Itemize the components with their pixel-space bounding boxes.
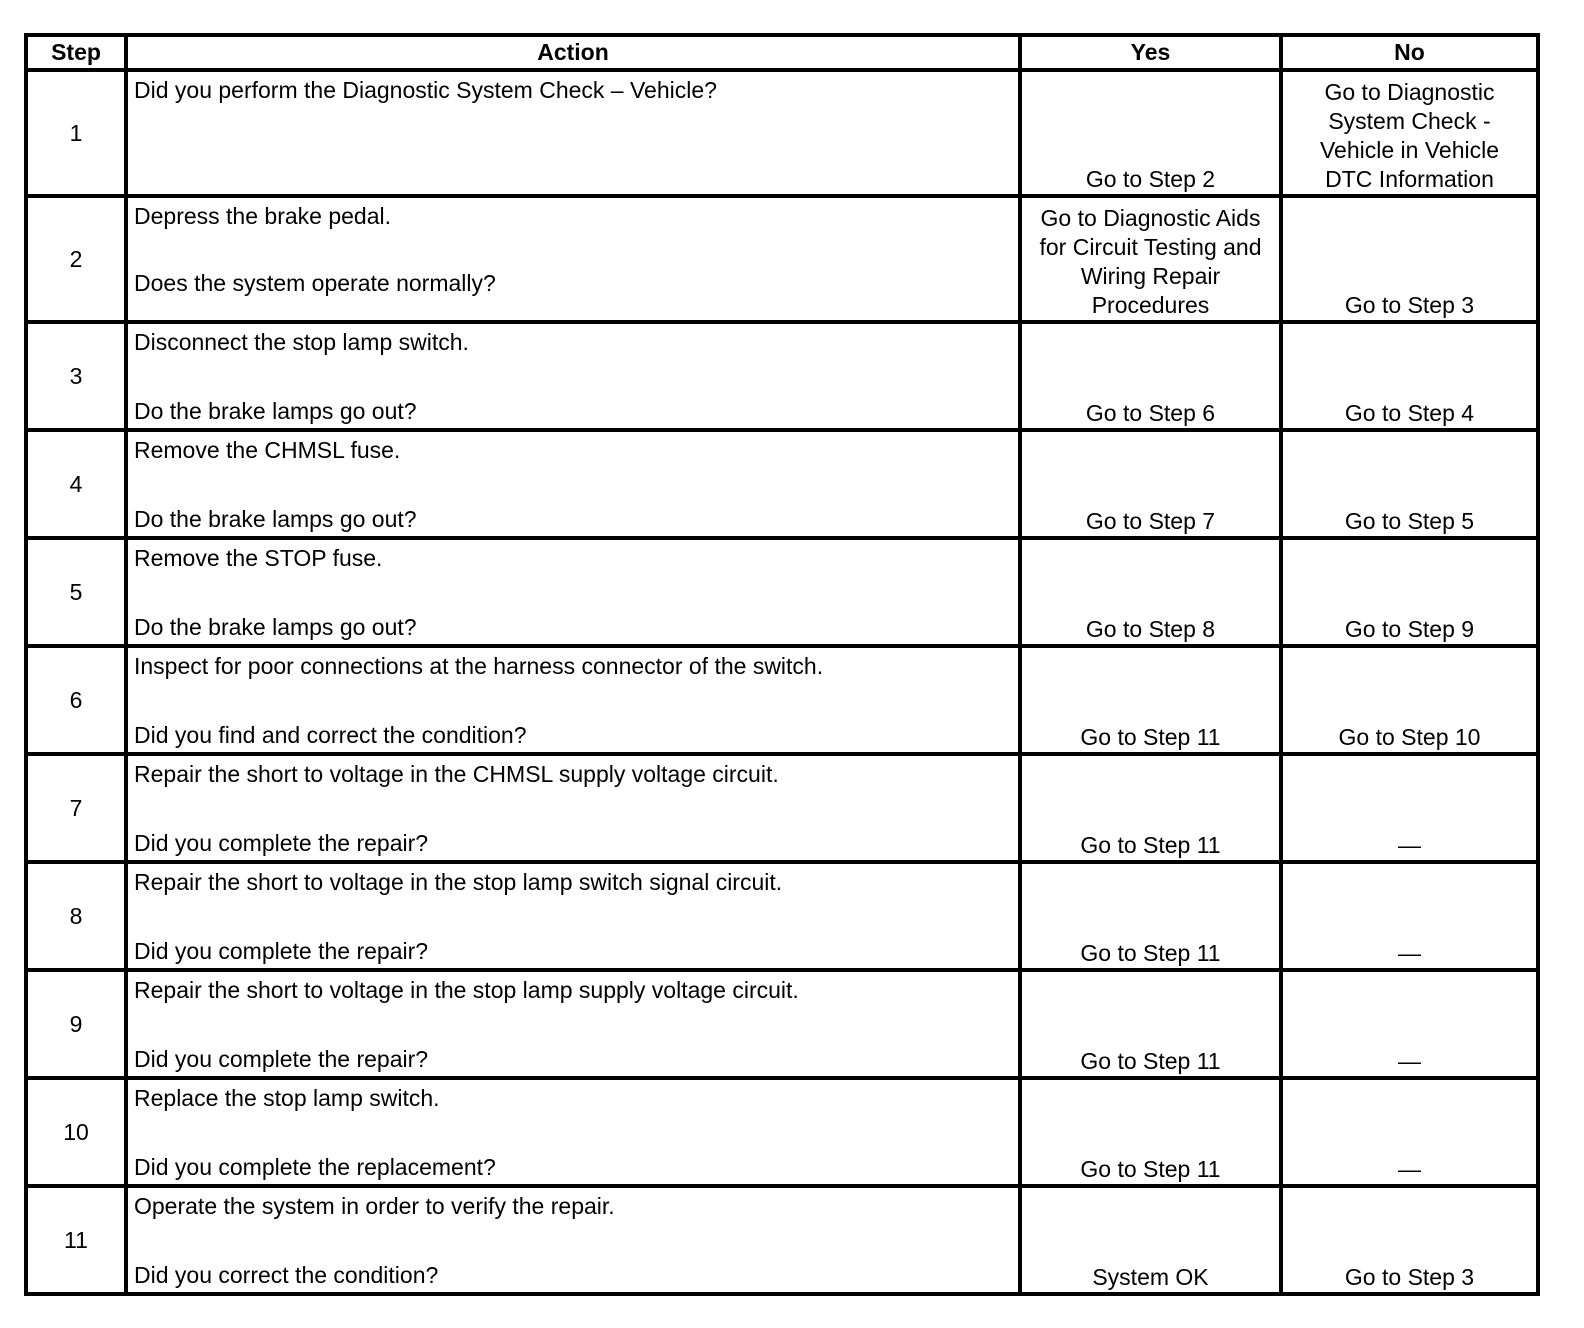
step-number: 2: [26, 196, 126, 322]
action-question: Did you complete the repair?: [134, 1046, 429, 1072]
yes-result: System OK: [1020, 1186, 1281, 1294]
yes-result: [1020, 196, 1281, 322]
action-cell: [126, 196, 1020, 322]
action-question: Do the brake lamps go out?: [134, 614, 417, 640]
action-instruction: Operate the system in order to verify the repair.: [134, 1193, 615, 1219]
yes-result: Go to Step 7: [1020, 430, 1281, 538]
step-number: 8: [26, 862, 126, 970]
table-row: [26, 862, 1538, 970]
step-number: 11: [26, 1186, 126, 1294]
no-result: Go to Step 9: [1281, 538, 1538, 646]
yes-result-text: Go to Diagnostic Aids for Circuit Testing and Wiring Repair Procedures: [1039, 205, 1262, 318]
step-number: 6: [26, 646, 126, 754]
action-question: Do the brake lamps go out?: [134, 506, 417, 532]
header-action: Action: [126, 35, 1020, 70]
no-result: [1281, 70, 1538, 196]
step-number: 10: [26, 1078, 126, 1186]
header-no: No: [1281, 35, 1538, 70]
action-cell: [126, 322, 1020, 430]
no-result: Go to Step 3: [1281, 196, 1538, 322]
table-row: [26, 322, 1538, 430]
action-cell: [126, 970, 1020, 1078]
table-row: [26, 1078, 1538, 1186]
yes-result: Go to Step 11: [1020, 1078, 1281, 1186]
no-result: —: [1281, 1078, 1538, 1186]
table-header-row: [26, 35, 1538, 70]
table-row: [26, 196, 1538, 322]
action-cell: [126, 1186, 1020, 1294]
yes-result: Go to Step 11: [1020, 862, 1281, 970]
action-instruction: Remove the CHMSL fuse.: [134, 437, 401, 463]
action-question: Did you complete the repair?: [134, 830, 429, 856]
yes-result: Go to Step 6: [1020, 322, 1281, 430]
no-result: —: [1281, 754, 1538, 862]
step-number: 3: [26, 322, 126, 430]
action-cell: [126, 862, 1020, 970]
table-row: [26, 70, 1538, 196]
table-row: [26, 538, 1538, 646]
action-instruction: Repair the short to voltage in the stop lamp supply voltage circuit.: [134, 977, 799, 1003]
no-result: —: [1281, 970, 1538, 1078]
no-result: Go to Step 5: [1281, 430, 1538, 538]
action-question: Do the brake lamps go out?: [134, 398, 417, 424]
action-question: Does the system operate normally?: [134, 270, 496, 296]
yes-result: Go to Step 2: [1020, 70, 1281, 196]
action-instruction: Depress the brake pedal.: [134, 203, 391, 229]
yes-result: Go to Step 8: [1020, 538, 1281, 646]
yes-result: Go to Step 11: [1020, 646, 1281, 754]
action-cell: [126, 70, 1020, 196]
table-row: [26, 754, 1538, 862]
action-question: Did you correct the condition?: [134, 1262, 439, 1288]
table-row: [26, 970, 1538, 1078]
yes-result: Go to Step 11: [1020, 754, 1281, 862]
action-instruction: Repair the short to voltage in the stop lamp switch signal circuit.: [134, 869, 783, 895]
step-number: 9: [26, 970, 126, 1078]
action-instruction: Remove the STOP fuse.: [134, 545, 383, 571]
table-row: [26, 646, 1538, 754]
table-row: [26, 430, 1538, 538]
header-yes: Yes: [1020, 35, 1281, 70]
action-cell: [126, 646, 1020, 754]
action-cell: [126, 538, 1020, 646]
action-instruction: Disconnect the stop lamp switch.: [134, 329, 469, 355]
action-question: Did you complete the repair?: [134, 938, 429, 964]
action-cell: [126, 754, 1020, 862]
step-number: 1: [26, 70, 126, 196]
action-instruction: Repair the short to voltage in the CHMSL supply voltage circuit.: [134, 761, 779, 787]
table-row: [26, 1186, 1538, 1294]
no-result: Go to Step 3: [1281, 1186, 1538, 1294]
action-instruction: Inspect for poor connections at the harness connector of the switch.: [134, 653, 824, 679]
step-number: 5: [26, 538, 126, 646]
yes-result: Go to Step 11: [1020, 970, 1281, 1078]
step-number: 7: [26, 754, 126, 862]
no-result-text: Go to Diagnostic System Check - Vehicle in Vehicle DTC Information: [1319, 79, 1499, 192]
diagnostic-table: [24, 33, 1540, 1296]
action-question: Did you find and correct the condition?: [134, 722, 527, 748]
action-instruction: Replace the stop lamp switch.: [134, 1085, 440, 1111]
action-question: Did you complete the replacement?: [134, 1154, 496, 1180]
no-result: Go to Step 10: [1281, 646, 1538, 754]
no-result: Go to Step 4: [1281, 322, 1538, 430]
header-step: Step: [26, 35, 126, 70]
step-number: 4: [26, 430, 126, 538]
no-result: —: [1281, 862, 1538, 970]
action-cell: [126, 1078, 1020, 1186]
action-instruction: Did you perform the Diagnostic System Check – Vehicle?: [134, 77, 717, 103]
action-cell: [126, 430, 1020, 538]
